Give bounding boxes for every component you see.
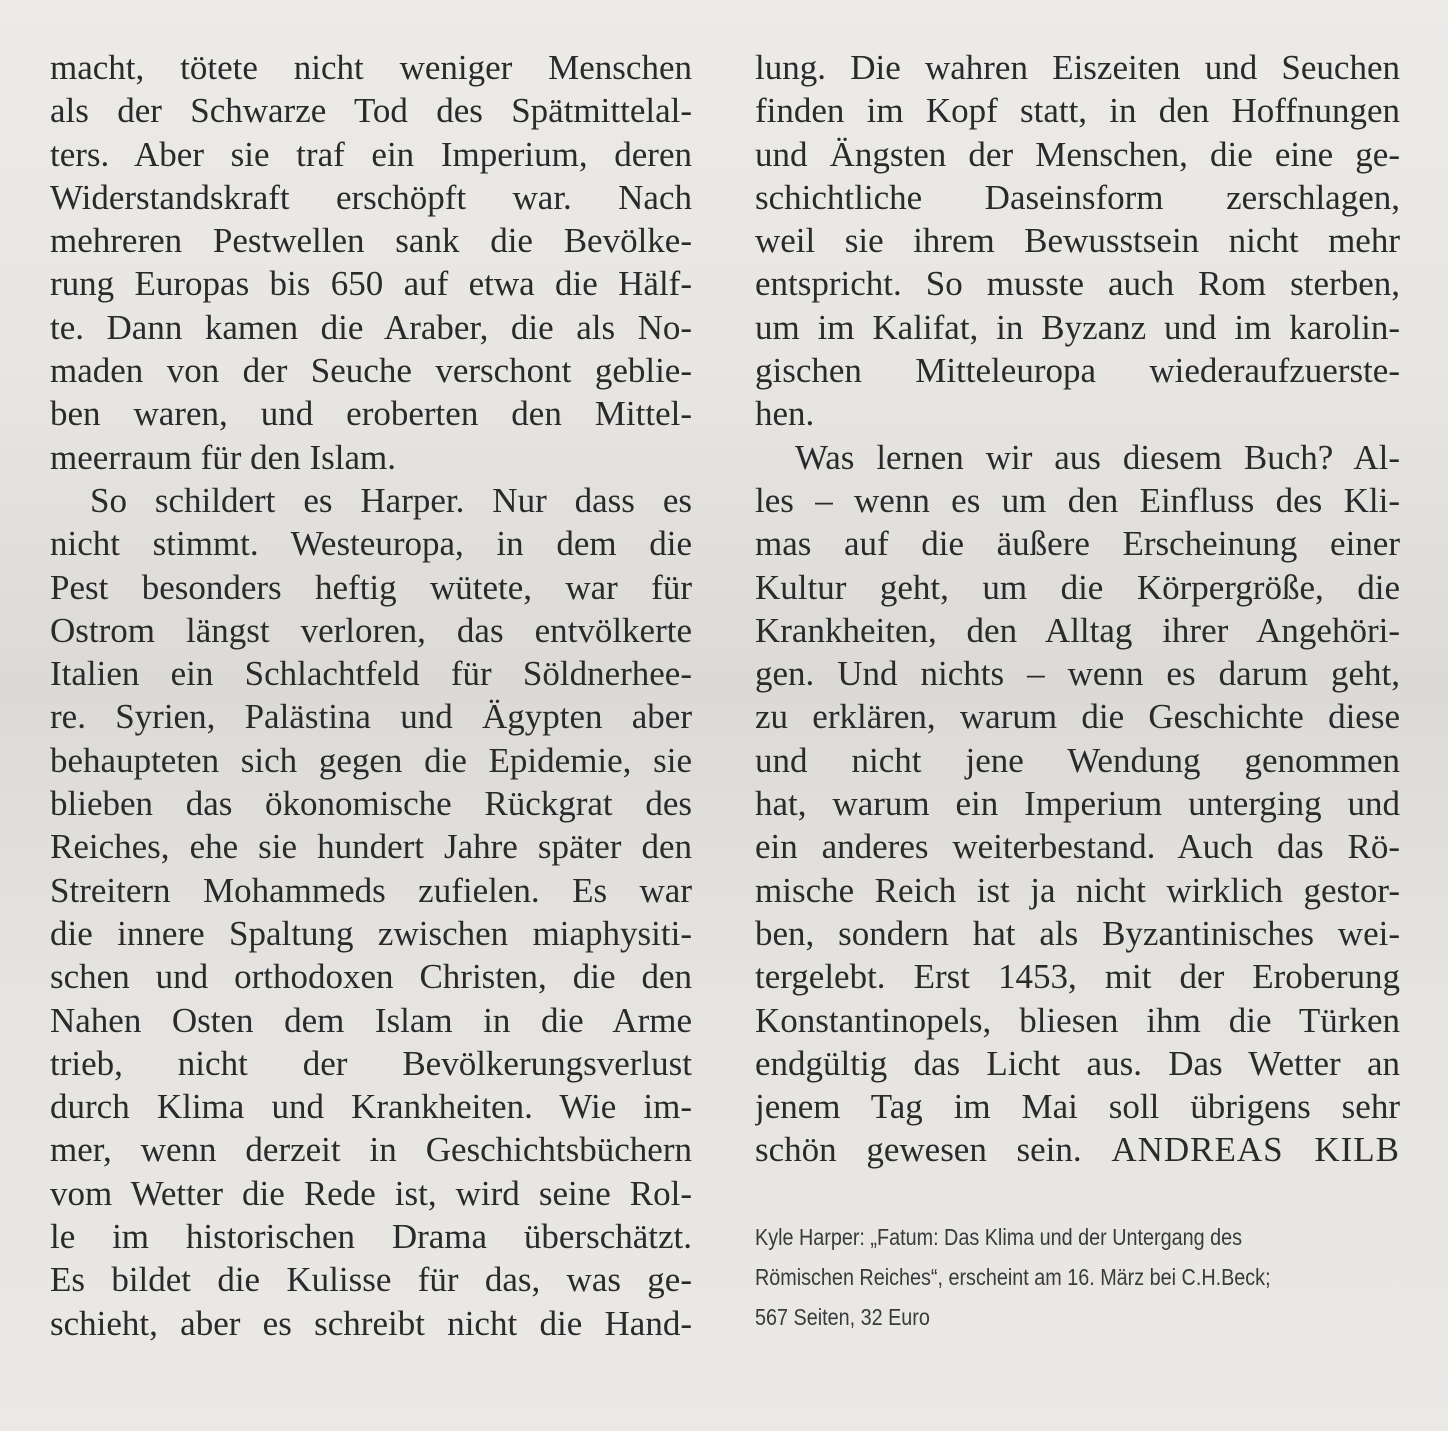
text-line: jenem Tag im Mai soll übrigens sehr [755,1087,1400,1127]
text-line: Reiches, ehe sie hundert Jahre später den [50,827,692,867]
text-line: gen. Und nichts – wenn es darum geht, [755,654,1400,694]
text-line: schen und orthodoxen Christen, die den [50,957,692,997]
text-line: Es bildet die Kulisse für das, was ge- [50,1260,692,1300]
text-line: ben, sondern hat als Byzantinisches wei- [755,913,1400,953]
text-line: te. Dann kamen die Araber, die als No- [50,307,692,347]
text-line: Streitern Mohammeds zufielen. Es war [50,870,692,910]
source-line: Kyle Harper: „Fatum: Das Klima und der Untergang des [755,1224,1243,1250]
text-line: macht, tötete nicht weniger Menschen [50,48,692,87]
left-text-column [50,46,692,1345]
text-line: Krankheiten, den Alltag ihrer Angehöri- [755,610,1400,650]
text-line: lung. Die wahren Eiszeiten und Seuchen [755,48,1400,87]
text-line: le im historischen Drama überschätzt. [50,1217,692,1257]
text-line: ben waren, und eroberten den Mittel- [50,394,692,434]
book-source-note [755,1217,1297,1337]
text-line: mas auf die äußere Erscheinung einer [755,524,1400,564]
text-line: rung Europas bis 650 auf etwa die Hälf- [50,264,692,304]
text-line: zu erklären, warum die Geschichte diese [755,697,1400,737]
text-line: Widerstandskraft erschöpft war. Nach [50,177,692,217]
text-line: endgültig das Licht aus. Das Wetter an [755,1043,1400,1083]
text-line: nicht stimmt. Westeuropa, in dem die [50,524,692,564]
text-line: mer, wenn derzeit in Geschichtsbüchern [50,1130,692,1170]
text-line: tergelebt. Erst 1453, mit der Eroberung [755,957,1400,997]
text-line: trieb, nicht der Bevölkerungsverlust [50,1043,692,1083]
text-line: und Ängsten der Menschen, die eine ge- [755,134,1400,174]
paragraph-end-line: meerraum für den Islam. [50,437,396,477]
text-line: maden von der Seuche verschont geblie- [50,351,692,391]
paragraph-start-line: Was lernen wir aus diesem Buch? Al- [795,437,1400,477]
author-name: ANDREAS KILB [1111,1130,1400,1170]
text-line: les – wenn es um den Einfluss des Kli- [755,480,1400,520]
source-line: Römischen Reiches“, erscheint am 16. März bei C.H.Beck; [755,1264,1271,1290]
paragraph-end-line: hen. [755,394,815,434]
text-line: blieben das ökonomische Rückgrat des [50,784,692,824]
final-text: schön gewesen sein. [755,1130,1082,1170]
text-line: und nicht jene Wendung genommen [755,740,1400,780]
text-line: ein anderes weiterbestand. Auch das Rö- [755,827,1400,867]
final-line-with-author [755,1128,1400,1171]
text-line: mische Reich ist ja nicht wirklich gestor- [755,870,1400,910]
text-line: Ostrom längst verloren, das entvölkerte [50,610,692,650]
text-line: behaupteten sich gegen die Epidemie, sie [50,740,692,780]
text-line: schieht, aber es schreibt nicht die Hand- [50,1303,692,1343]
text-line: Pest besonders heftig wütete, war für [50,567,692,607]
text-line: vom Wetter die Rede ist, wird seine Rol- [50,1173,692,1213]
text-line: mehreren Pestwellen sank die Bevölke- [50,221,692,261]
text-line: ters. Aber sie traf ein Imperium, deren [50,134,692,174]
right-text-column [755,46,1400,1172]
text-line: weil sie ihrem Bewusstsein nicht mehr [755,221,1400,261]
text-line: Nahen Osten dem Islam in die Arme [50,1000,692,1040]
text-line: finden im Kopf statt, in den Hoffnungen [755,91,1400,131]
text-line: hat, warum ein Imperium unterging und [755,784,1400,824]
paragraph-start-line: So schildert es Harper. Nur dass es [90,480,692,520]
text-line: die innere Spaltung zwischen miaphysiti- [50,913,692,953]
text-line: als der Schwarze Tod des Spätmittelal- [50,91,692,131]
text-line: schichtliche Daseinsform zerschlagen, [755,177,1400,217]
text-line: durch Klima und Krankheiten. Wie im- [50,1087,692,1127]
text-line: entspricht. So musste auch Rom sterben, [755,264,1400,304]
text-line: Kultur geht, um die Körpergröße, die [755,567,1400,607]
text-line: um im Kalifat, in Byzanz und im karolin- [755,307,1400,347]
text-line: gischen Mitteleuropa wiederaufzuerste- [755,351,1400,391]
source-line: 567 Seiten, 32 Euro [755,1304,930,1330]
text-line: Italien ein Schlachtfeld für Söldnerhee- [50,654,692,694]
text-line: re. Syrien, Palästina und Ägypten aber [50,697,692,737]
text-line: Konstantinopels, bliesen ihm die Türken [755,1000,1400,1040]
